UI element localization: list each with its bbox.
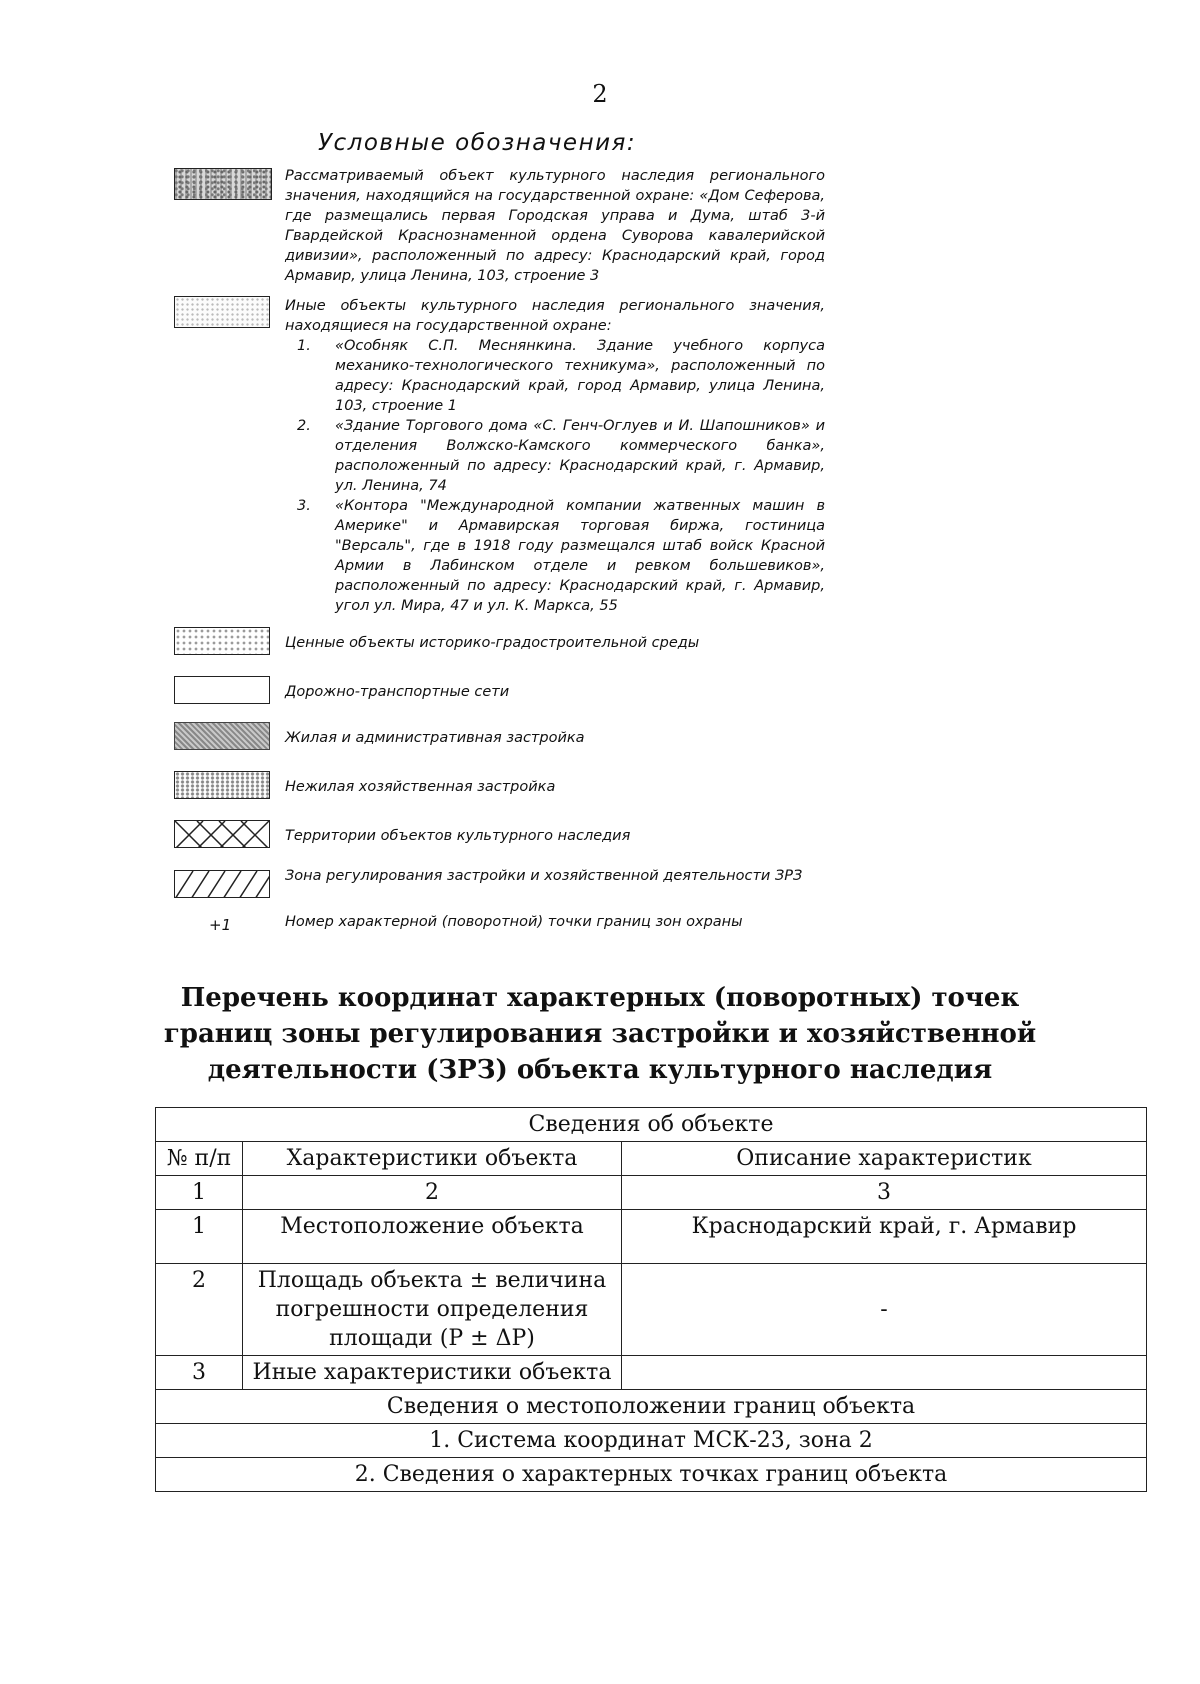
heritage-list-num: 1. bbox=[297, 338, 311, 354]
table-section-row bbox=[156, 1424, 1147, 1458]
table-section-location: Сведения о местоположении границ объекта bbox=[156, 1390, 1147, 1424]
swatch-valuable-objects bbox=[174, 627, 270, 655]
legend-item-non-residential: Нежилая хозяйственная застройка bbox=[285, 779, 556, 795]
table-section-header-row bbox=[156, 1108, 1147, 1142]
col-header-description: Описание характеристик bbox=[622, 1142, 1147, 1176]
table-cell: Местоположение объекта bbox=[243, 1210, 622, 1264]
swatch-heritage-territories bbox=[174, 820, 270, 848]
col-header-characteristic: Характеристики объекта bbox=[243, 1142, 622, 1176]
table-header-row bbox=[156, 1142, 1147, 1176]
legend-item-zrz: Зона регулирования застройки и хозяйственной деятельности ЗРЗ bbox=[285, 868, 803, 884]
legend-item-point-number: Номер характерной (поворотной) точки границ зон охраны bbox=[285, 914, 743, 930]
heritage-list-num: 3. bbox=[297, 498, 311, 514]
legend-item-other-heritage bbox=[285, 296, 825, 616]
point-number-mark: +1 bbox=[209, 916, 232, 934]
legend-item-considered-object: Рассматриваемый объект культурного наследия регионального значения, находящийся на государственной охране: «Дом Сеферова, где размещались первая Городская управа и Дума, штаб 3-й Гвардейской Краснознаменной ордена Суворова кавалерийской дивизии», расположенный по адресу: Краснодарский край, город Армавир, улица Ленина, 103, строение 3 bbox=[285, 168, 825, 284]
legend-item-other-heritage-intro: Иные объекты культурного наследия регионального значения, находящиеся на государственной охране: bbox=[285, 298, 825, 334]
table-cell: Иные характеристики объекта bbox=[243, 1356, 622, 1390]
heritage-list-text: «Здание Торгового дома «С. Генч-Оглуев и И. Шапошников» и отделения Волжско-Камского коммерческого банка», расположенный по адресу: Краснодарский край, г. Армавир, ул. Ленина, 74 bbox=[335, 418, 825, 494]
col-header-num: № п/п bbox=[156, 1142, 243, 1176]
table-index-row bbox=[156, 1176, 1147, 1210]
legend-item-residential: Жилая и административная застройка bbox=[285, 730, 585, 746]
heritage-list-num: 2. bbox=[297, 418, 311, 434]
page-number: 2 bbox=[592, 80, 608, 108]
heritage-list-item bbox=[285, 416, 825, 496]
table-row bbox=[156, 1356, 1147, 1390]
table-cell: Краснодарский край, г. Армавир bbox=[622, 1210, 1147, 1264]
table-cell: 1 bbox=[156, 1176, 243, 1210]
table-cell: 1 bbox=[156, 1210, 243, 1264]
table-cell: 3 bbox=[156, 1356, 243, 1390]
table-section-row bbox=[156, 1458, 1147, 1492]
table-row bbox=[156, 1264, 1147, 1356]
table-cell: 3 bbox=[622, 1176, 1147, 1210]
main-title: Перечень координат характерных (поворотных) точек границ зоны регулирования застройки и хозяйственной деятельности (ЗРЗ) объекта культурного наследия bbox=[163, 983, 1037, 1085]
table-row bbox=[156, 1210, 1147, 1264]
swatch-other-heritage-objects bbox=[174, 296, 270, 328]
legend-title: Условные обозначения: bbox=[318, 130, 637, 156]
table-cell bbox=[622, 1356, 1147, 1390]
table-cell: 2 bbox=[156, 1264, 243, 1356]
heritage-list-text: «Контора "Международной компании жатвенных машин в Америке" и Армавирская торговая биржа, гостиница "Версаль", где в 1918 году размещался штаб войск Красной Армии в Лабинском отделе и ревком большевиков», расположенный по адресу: Краснодарский край, г. Армавир, угол ул. Мира, 47 и ул. К. Маркса, 55 bbox=[335, 498, 825, 614]
swatch-considered-object bbox=[174, 168, 272, 200]
table-section-boundary-points: 2. Сведения о характерных точках границ объекта bbox=[156, 1458, 1147, 1492]
cross-hatch-pattern bbox=[175, 821, 270, 848]
heritage-list bbox=[285, 336, 825, 616]
table-section-header: Сведения об объекте bbox=[156, 1108, 1147, 1142]
table-cell: 2 bbox=[243, 1176, 622, 1210]
legend-item-heritage-territories: Территории объектов культурного наследия bbox=[285, 828, 631, 844]
table-cell: - bbox=[622, 1264, 1147, 1356]
heritage-list-text: «Особняк С.П. Меснянкина. Здание учебного корпуса механико-технологического техникума», расположенный по адресу: Краснодарский край, город Армавир, улица Ленина, 103, строение 1 bbox=[335, 338, 825, 414]
swatch-residential-buildings bbox=[174, 722, 270, 750]
legend-item-road-networks: Дорожно-транспортные сети bbox=[285, 684, 510, 700]
table-section-row bbox=[156, 1390, 1147, 1424]
heritage-list-item bbox=[285, 496, 825, 616]
swatch-road-networks bbox=[174, 676, 270, 704]
diagonal-hatch-pattern bbox=[175, 871, 270, 898]
heritage-list-item bbox=[285, 336, 825, 416]
legend-item-valuable-objects: Ценные объекты историко-градостроительной среды bbox=[285, 635, 700, 651]
object-info-table bbox=[155, 1107, 1147, 1492]
swatch-non-residential-buildings bbox=[174, 771, 270, 799]
swatch-zrz-zone bbox=[174, 870, 270, 898]
table-section-coord-system: 1. Система координат МСК-23, зона 2 bbox=[156, 1424, 1147, 1458]
table-cell: Площадь объекта ± величина погрешности определения площади (P ± ΔP) bbox=[243, 1264, 622, 1356]
